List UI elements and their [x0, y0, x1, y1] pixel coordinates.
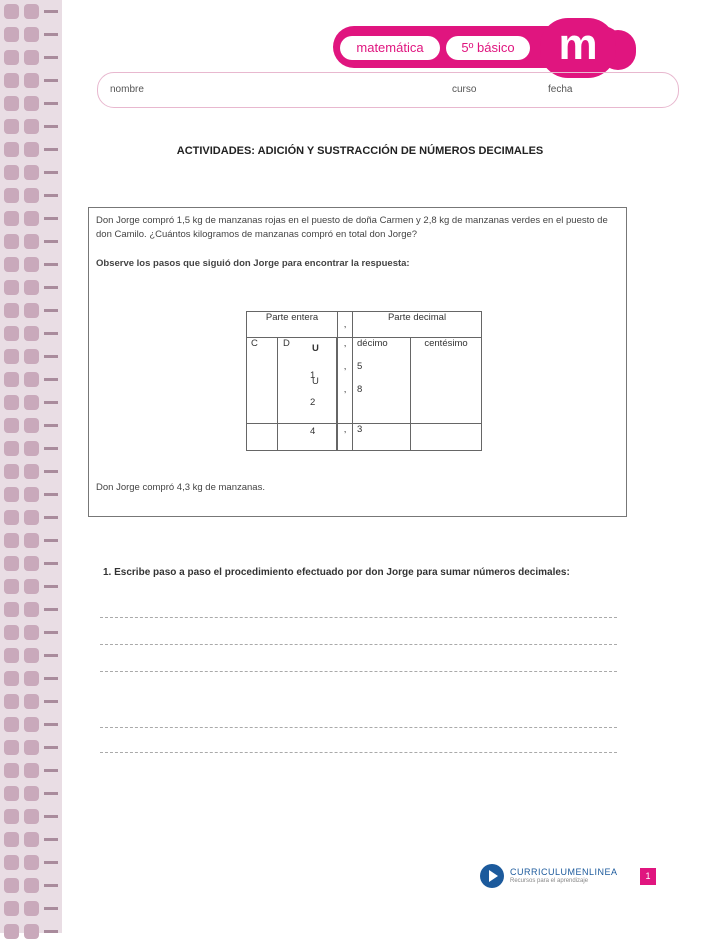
spiral-hole	[24, 878, 39, 893]
play-icon	[480, 864, 504, 888]
spiral-hole	[24, 441, 39, 456]
spiral-hole	[4, 257, 19, 272]
spiral-wire	[44, 861, 58, 864]
spiral-hole	[24, 533, 39, 548]
header-comma: ,	[338, 312, 353, 338]
spiral-hole	[4, 924, 19, 939]
brand-tagline: Recursos para el aprendizaje	[510, 878, 589, 884]
date-label: fecha	[548, 84, 573, 95]
spiral-hole	[24, 487, 39, 502]
spiral-wire	[44, 171, 58, 174]
spiral-hole	[4, 556, 19, 571]
spiral-hole	[24, 694, 39, 709]
spiral-hole	[4, 119, 19, 134]
problem-text: Don Jorge compró 1,5 kg de manzanas rojas en el puesto de doña Carmen y 2,8 kg de manzanas verdes en el puesto de don Camilo. ¿Cuántos kilogramos de manzanas compró en total don Jorge?	[96, 215, 608, 240]
spiral-hole	[24, 717, 39, 732]
spiral-hole	[4, 372, 19, 387]
spiral-hole	[24, 809, 39, 824]
spiral-wire	[44, 884, 58, 887]
spiral-wire	[44, 470, 58, 473]
spiral-hole	[4, 211, 19, 226]
header-integer: Parte entera	[247, 312, 338, 338]
spiral-hole	[24, 602, 39, 617]
result-comma: ,	[338, 424, 353, 451]
spiral-hole	[24, 740, 39, 755]
spiral-hole	[4, 50, 19, 65]
spiral-hole	[24, 924, 39, 939]
spiral-hole	[24, 4, 39, 19]
spiral-hole	[4, 395, 19, 410]
spiral-hole	[24, 165, 39, 180]
spiral-wire	[44, 332, 58, 335]
spiral-wire	[44, 79, 58, 82]
subject-tag: matemática	[340, 36, 440, 60]
spiral-wire	[44, 516, 58, 519]
col-comma: , , ,	[338, 338, 353, 424]
spiral-wire	[44, 700, 58, 703]
spiral-wire	[44, 240, 58, 243]
spiral-wire	[44, 654, 58, 657]
page-number: 1	[640, 868, 656, 885]
answer-line[interactable]	[100, 617, 617, 618]
place-value-table	[246, 311, 482, 451]
spiral-wire	[44, 378, 58, 381]
result-tenths: 3	[353, 424, 411, 451]
spiral-wire	[44, 631, 58, 634]
units-header: U	[312, 343, 319, 354]
spiral-hole	[4, 533, 19, 548]
spiral-wire	[44, 723, 58, 726]
header-decimal: Parte decimal	[353, 312, 482, 338]
spiral-hole	[24, 625, 39, 640]
spiral-wire	[44, 309, 58, 312]
spiral-hole	[4, 234, 19, 249]
spiral-wire	[44, 286, 58, 289]
spiral-hole	[24, 556, 39, 571]
spiral-wire	[44, 217, 58, 220]
spiral-wire	[44, 102, 58, 105]
spiral-hole	[24, 234, 39, 249]
spiral-hole	[4, 717, 19, 732]
instruction-text: Observe los pasos que siguió don Jorge para encontrar la respuesta:	[96, 258, 410, 269]
spiral-hole	[24, 786, 39, 801]
spiral-hole	[24, 763, 39, 778]
spiral-wire	[44, 907, 58, 910]
units-row1: 1	[310, 370, 316, 381]
col-d: D	[278, 338, 337, 424]
spiral-hole	[4, 165, 19, 180]
spiral-wire	[44, 10, 58, 13]
spiral-hole	[4, 510, 19, 525]
spiral-hole	[24, 648, 39, 663]
spiral-hole	[24, 188, 39, 203]
spiral-hole	[4, 740, 19, 755]
grade-tag: 5º básico	[446, 36, 530, 60]
spiral-hole	[4, 602, 19, 617]
spiral-binding	[0, 0, 62, 933]
spiral-hole	[4, 418, 19, 433]
spiral-wire	[44, 263, 58, 266]
units-row2: 2	[310, 397, 316, 408]
spiral-hole	[4, 855, 19, 870]
spiral-hole	[4, 694, 19, 709]
spiral-hole	[24, 73, 39, 88]
spiral-wire	[44, 608, 58, 611]
col-hundredths: centésimo	[411, 338, 482, 424]
spiral-hole	[4, 878, 19, 893]
spiral-hole	[24, 349, 39, 364]
spiral-hole	[24, 579, 39, 594]
spiral-hole	[24, 395, 39, 410]
spiral-wire	[44, 125, 58, 128]
spiral-hole	[4, 809, 19, 824]
units-digits: U	[312, 376, 319, 387]
spiral-hole	[4, 441, 19, 456]
spiral-hole	[4, 27, 19, 42]
spiral-hole	[4, 280, 19, 295]
col-c: C	[247, 338, 278, 424]
page-title: ACTIVIDADES: ADICIÓN Y SUSTRACCIÓN DE NÚMEROS DECIMALES	[176, 145, 544, 157]
question-1: 1. Escribe paso a paso el procedimiento efectuado por don Jorge para sumar números decimales:	[103, 567, 570, 578]
brand-name: CURRICULUMENLINEA	[510, 867, 618, 877]
spiral-wire	[44, 56, 58, 59]
spiral-wire	[44, 447, 58, 450]
course-label: curso	[452, 84, 477, 95]
answer-text: Don Jorge compró 4,3 kg de manzanas.	[96, 482, 265, 493]
m-logo: m	[540, 18, 616, 78]
spiral-hole	[24, 464, 39, 479]
spiral-hole	[4, 832, 19, 847]
spiral-hole	[24, 303, 39, 318]
spiral-hole	[24, 211, 39, 226]
spiral-hole	[24, 280, 39, 295]
spiral-hole	[4, 188, 19, 203]
answer-line[interactable]	[100, 671, 617, 672]
spiral-hole	[24, 671, 39, 686]
spiral-wire	[44, 815, 58, 818]
spiral-hole	[4, 648, 19, 663]
spiral-wire	[44, 792, 58, 795]
spiral-hole	[4, 763, 19, 778]
spiral-hole	[4, 96, 19, 111]
spiral-hole	[4, 4, 19, 19]
spiral-hole	[24, 27, 39, 42]
answer-line[interactable]	[100, 644, 617, 645]
spiral-hole	[4, 349, 19, 364]
spiral-hole	[4, 487, 19, 502]
spiral-hole	[24, 832, 39, 847]
spiral-wire	[44, 33, 58, 36]
spiral-hole	[24, 510, 39, 525]
spiral-hole	[4, 73, 19, 88]
spiral-hole	[24, 257, 39, 272]
name-label: nombre	[110, 84, 144, 95]
spiral-wire	[44, 585, 58, 588]
spiral-hole	[24, 50, 39, 65]
spiral-hole	[4, 464, 19, 479]
spiral-hole	[4, 326, 19, 341]
spiral-hole	[4, 901, 19, 916]
spiral-wire	[44, 677, 58, 680]
answer-line[interactable]	[100, 752, 617, 753]
spiral-hole	[24, 418, 39, 433]
spiral-wire	[44, 562, 58, 565]
answer-line[interactable]	[100, 727, 617, 728]
spiral-hole	[4, 625, 19, 640]
spiral-hole	[24, 855, 39, 870]
spiral-wire	[44, 424, 58, 427]
spiral-wire	[44, 493, 58, 496]
spiral-hole	[24, 96, 39, 111]
spiral-hole	[24, 119, 39, 134]
spiral-hole	[24, 372, 39, 387]
student-info-bar	[97, 72, 679, 108]
spiral-wire	[44, 355, 58, 358]
spiral-hole	[4, 579, 19, 594]
spiral-wire	[44, 746, 58, 749]
spiral-hole	[4, 303, 19, 318]
spiral-wire	[44, 194, 58, 197]
spiral-wire	[44, 401, 58, 404]
spiral-hole	[24, 326, 39, 341]
col-tenths: décimo 5 8	[353, 338, 411, 424]
spiral-wire	[44, 539, 58, 542]
spiral-hole	[24, 901, 39, 916]
spiral-hole	[4, 671, 19, 686]
spiral-wire	[44, 769, 58, 772]
spiral-wire	[44, 838, 58, 841]
units-result: 4	[310, 426, 316, 437]
spiral-hole	[4, 786, 19, 801]
